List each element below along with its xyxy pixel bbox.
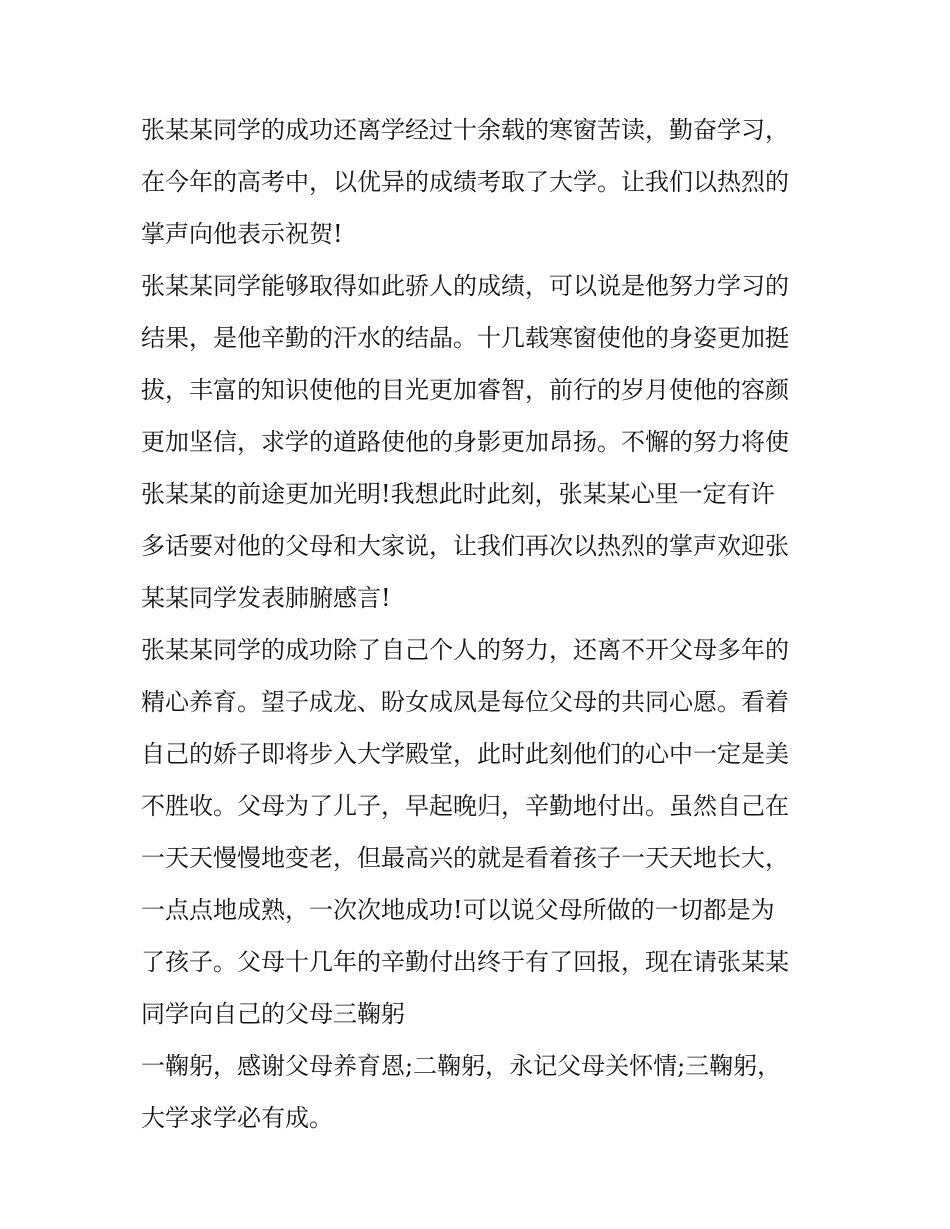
text-line: 结果，是他辛勤的汗水的结晶。十几载寒窗使他的身姿更加挺 <box>141 324 789 352</box>
text-line: 不胜收。父母为了儿子，早起晚归，辛勤地付出。虽然自己在 <box>141 792 789 820</box>
text-line: 掌声向他表示祝贺! <box>141 220 343 248</box>
text-line: 一点点地成熟，一次次地成功!可以说父母所做的一切都是为 <box>141 896 775 924</box>
text-line: 了孩子。父母十几年的辛勤付出终于有了回报，现在请张某某 <box>141 948 789 976</box>
text-line: 自己的娇子即将步入大学殿堂，此时此刻他们的心中一定是美 <box>141 740 789 768</box>
text-line: 张某某同学能够取得如此骄人的成绩，可以说是他努力学习的 <box>141 272 789 300</box>
text-line: 同学向自己的父母三鞠躬 <box>141 1000 405 1028</box>
text-line: 一天天慢慢地变老，但最高兴的就是看着孩子一天天地长大， <box>141 844 789 872</box>
text-line: 一鞠躬，感谢父母养育恩;二鞠躬，永记父母关怀情;三鞠躬， <box>141 1052 782 1080</box>
text-line: 更加坚信，求学的道路使他的身影更加昂扬。不懈的努力将使 <box>141 428 789 456</box>
document-body <box>141 104 821 1144</box>
text-line: 张某某同学的成功除了自己个人的努力，还离不开父母多年的 <box>141 636 789 664</box>
text-line: 多话要对他的父母和大家说，让我们再次以热烈的掌声欢迎张 <box>141 532 789 560</box>
text-line: 拔，丰富的知识使他的目光更加睿智，前行的岁月使他的容颜 <box>141 376 789 404</box>
text-line: 某某同学发表肺腑感言! <box>141 584 391 612</box>
text-line: 张某某的前途更加光明!我想此时此刻，张某某心里一定有许 <box>141 480 775 508</box>
text-line: 在今年的高考中，以优异的成绩考取了大学。让我们以热烈的 <box>141 168 789 196</box>
text-line: 张某某同学的成功还离学经过十余载的寒窗苦读，勤奋学习， <box>141 116 789 144</box>
text-line: 精心养育。望子成龙、盼女成凤是每位父母的共同心愿。看着 <box>141 688 789 716</box>
text-line: 大学求学必有成。 <box>141 1104 333 1132</box>
